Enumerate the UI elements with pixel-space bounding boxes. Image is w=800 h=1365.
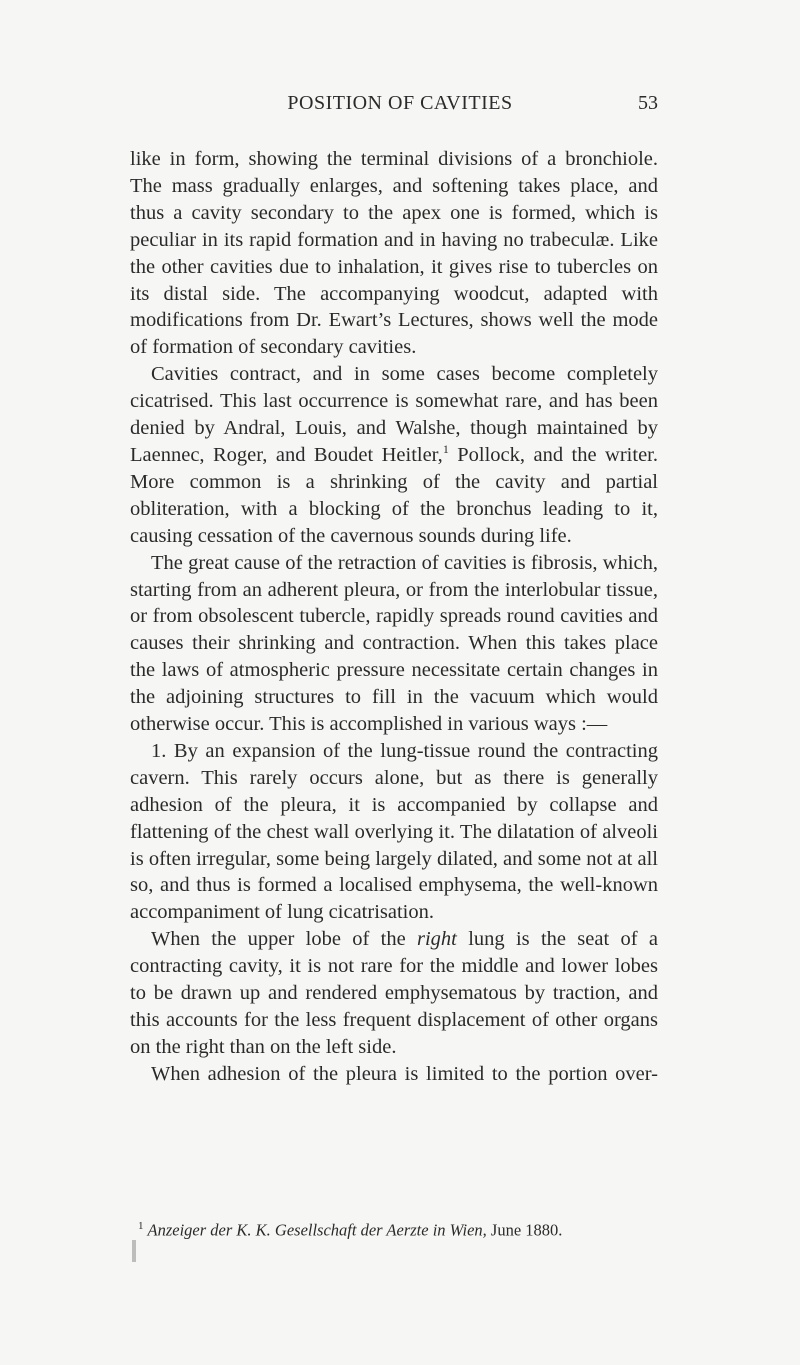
footnote-source: Anzeiger der K. K. Gesellschaft der Aerzte in Wien, bbox=[147, 1220, 487, 1240]
paragraph-6: When adhesion of the pleura is limited to the portion over- bbox=[151, 1062, 658, 1085]
page-header bbox=[0, 92, 800, 122]
paragraph-3: The great cause of the retraction of cavities is fibrosis, which, starting from an adherent pleura, or from the interlobular tissue, or from obsolescent tubercle, rapidly spreads round cavities and causes their shrinking and contraction. When this takes place the laws of atmospheric pressure necessitate certain changes in the adjoining structures to fill in the vacuum which would otherwise occur. This is accomplished in various ways :— bbox=[130, 551, 658, 736]
paragraph-2-text-a: Cavities contract, and in some cases become completely cicatrised. This last occurrence is somewhat rare, and has been denied by Andral, Louis, and Walshe, though maintained by Laennec, Roger, and Boudet Heitler, bbox=[130, 363, 658, 466]
running-title: POSITION OF CAVITIES bbox=[287, 92, 513, 114]
paragraph-4: 1. By an expansion of the lung-tissue round the contracting cavern. This rarely occurs alone, but as there is generally adhesion of the pleura, it is accompanied by collapse and flattening of the chest wall overlying it. The dilatation of alveoli is often irregular, some being largely dilated, and some not at all so, and thus is formed a localised emphysema, the well-known accompaniment of lung cicatrisation. bbox=[130, 739, 658, 924]
paragraph-2 bbox=[130, 361, 658, 549]
paragraph-5-text-b: lung is the seat of a contracting cavity, it is not rare for the middle and lower lobes to be drawn up and rendered emphysematous by traction, and this accounts for the less frequent displacement of other organs on the right than on the left side. bbox=[130, 928, 658, 1058]
page-number: 53 bbox=[638, 92, 658, 114]
paragraph-5 bbox=[130, 926, 658, 1061]
footnote bbox=[130, 1215, 670, 1242]
footnote-date: June 1880. bbox=[486, 1220, 563, 1240]
paragraph-1: like in form, showing the terminal divisions of a bronchiole. The mass gradually enlarges, and softening takes place, and thus a cavity secondary to the apex one is formed, which is peculiar in its rapid formation and in having no trabeculæ. Like the other cavities due to inhalation, it gives rise to tubercles on its distal side. The accompanying woodcut, adapted with modifications from Dr. Ewart’s Lectures, shows well the mode of formation of secondary cavities. bbox=[130, 148, 658, 359]
footnote-mark: 1 bbox=[138, 1220, 144, 1232]
ink-blot bbox=[132, 1240, 136, 1262]
paragraph-5-emphasis: right bbox=[417, 928, 457, 951]
paragraph-2-text-b: Pollock, and the writer. More common is a shrinking of the cavity and partial obliteration, with a blocking of the bronchus leading to it, causing cessation of the cavernous sounds during life. bbox=[130, 443, 658, 547]
body-text bbox=[130, 146, 658, 1088]
footnote-reference: 1 bbox=[442, 442, 449, 457]
paragraph-5-text-a: When the upper lobe of the bbox=[151, 928, 417, 951]
